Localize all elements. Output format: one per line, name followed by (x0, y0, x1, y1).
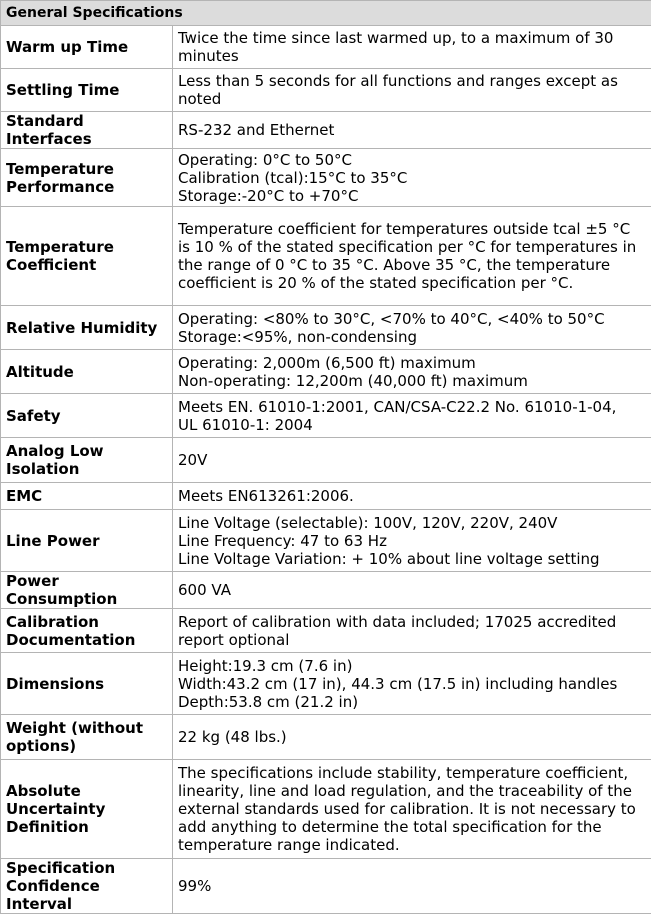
spec-value-standard-interfaces: RS-232 and Ethernet (173, 112, 651, 149)
spec-line: Width:43.2 cm (17 in), 44.3 cm (17.5 in) including handles (178, 675, 646, 693)
spec-label-analog-low-isolation: Analog Low Isolation (1, 438, 173, 483)
spec-label-settling-time: Settling Time (1, 69, 173, 112)
spec-label-calibration-documentation: Calibration Documentation (1, 609, 173, 653)
spec-line: Height:19.3 cm (7.6 in) (178, 657, 646, 675)
spec-label-relative-humidity: Relative Humidity (1, 306, 173, 350)
spec-line: Meets EN. 61010-1:2001, CAN/CSA-C22.2 No. 61010-1-04, (178, 398, 646, 416)
spec-value-relative-humidity (173, 306, 651, 350)
spec-line: Non-operating: 12,200m (40,000 ft) maximum (178, 372, 646, 390)
spec-label-power-consumption: Power Consumption (1, 572, 173, 609)
spec-label-dimensions: Dimensions (1, 653, 173, 715)
spec-label-temperature-performance: Temperature Performance (1, 149, 173, 207)
spec-value-absolute-uncertainty-definition: The specifications include stability, temperature coefficient, linearity, line and load regulation, and the traceability of the external standards used for calibration. It is not necessary to add anything to determine the total specification for the temperature range indicated. (173, 760, 651, 859)
spec-value-settling-time: Less than 5 seconds for all functions and ranges except as noted (173, 69, 651, 112)
spec-label-specification-confidence-interval: Specification Confidence Interval (1, 859, 173, 914)
spec-line: Line Frequency: 47 to 63 Hz (178, 532, 646, 550)
table-row (1, 483, 651, 510)
spec-line: UL 61010-1: 2004 (178, 416, 646, 434)
spec-value-temperature-coefficient: Temperature coefficient for temperatures outside tcal ±5 °C is 10 % of the stated specification per °C for temperatures in the range of 0 °C to 35 °C. Above 35 °C, the temperature coefficient is 20 % of the stated specification per °C. (173, 207, 651, 306)
spec-value-altitude (173, 350, 651, 394)
table-row (1, 438, 651, 483)
spec-line: Depth:53.8 cm (21.2 in) (178, 693, 646, 711)
spec-line: Operating: 0°C to 50°C (178, 151, 646, 169)
spec-line: Line Voltage Variation: + 10% about line voltage setting (178, 550, 646, 568)
table-row (1, 69, 651, 112)
spec-label-absolute-uncertainty-definition: Absolute Uncertainty Definition (1, 760, 173, 859)
spec-value-temperature-performance (173, 149, 651, 207)
table-row (1, 26, 651, 69)
spec-value-dimensions (173, 653, 651, 715)
spec-value-specification-confidence-interval: 99% (173, 859, 651, 914)
table-row (1, 609, 651, 653)
table-row (1, 306, 651, 350)
spec-label-standard-interfaces: Standard Interfaces (1, 112, 173, 149)
table-header-row (1, 1, 651, 26)
spec-label-temperature-coefficient: Temperature Coefficient (1, 207, 173, 306)
table-row (1, 510, 651, 572)
spec-value-power-consumption: 600 VA (173, 572, 651, 609)
spec-value-weight: 22 kg (48 lbs.) (173, 715, 651, 760)
table-row (1, 859, 651, 914)
spec-value-emc: Meets EN613261:2006. (173, 483, 651, 510)
spec-label-safety: Safety (1, 394, 173, 438)
spec-value-line-power (173, 510, 651, 572)
table-row (1, 760, 651, 859)
spec-line: Operating: 2,000m (6,500 ft) maximum (178, 354, 646, 372)
spec-value-calibration-documentation: Report of calibration with data included; 17025 accredited report optional (173, 609, 651, 653)
spec-value-warm-up-time: Twice the time since last warmed up, to a maximum of 30 minutes (173, 26, 651, 69)
spec-line: Calibration (tcal):15°C to 35°C (178, 169, 646, 187)
table-row (1, 149, 651, 207)
table-row (1, 207, 651, 306)
spec-label-line-power: Line Power (1, 510, 173, 572)
spec-value-analog-low-isolation: 20V (173, 438, 651, 483)
table-row (1, 112, 651, 149)
spec-label-warm-up-time: Warm up Time (1, 26, 173, 69)
table-title: General Specifications (1, 1, 651, 26)
spec-label-altitude: Altitude (1, 350, 173, 394)
spec-line: Storage:-20°C to +70°C (178, 187, 646, 205)
table-row (1, 394, 651, 438)
spec-line: Storage:<95%, non-condensing (178, 328, 646, 346)
spec-line: Line Voltage (selectable): 100V, 120V, 220V, 240V (178, 514, 646, 532)
spec-line: Operating: <80% to 30°C, <70% to 40°C, <40% to 50°C (178, 310, 646, 328)
table-row (1, 653, 651, 715)
spec-label-emc: EMC (1, 483, 173, 510)
table-row (1, 715, 651, 760)
table-row (1, 572, 651, 609)
table-row (1, 350, 651, 394)
spec-label-weight: Weight (without options) (1, 715, 173, 760)
spec-value-safety (173, 394, 651, 438)
